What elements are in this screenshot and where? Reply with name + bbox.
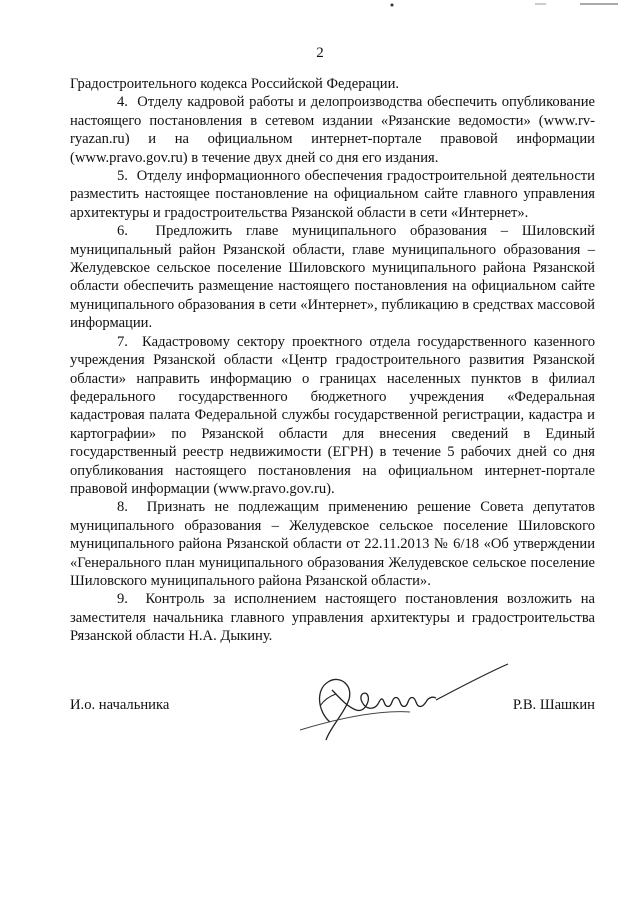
signature-block (70, 660, 595, 750)
scan-marks (0, 0, 640, 14)
paragraph-item-9: 9. Контроль за исполнением настоящего постановления возложить на заместителя начальника главного управления архитектуры и градостроительства Рязанской области Н.А. Дыкину. (70, 591, 595, 645)
signer-name: Р.В. Шашкин (512, 697, 595, 713)
page-number: 2 (316, 45, 324, 61)
paragraph-item-7: 7. Кадастровому сектору проектного отдела государственного казенного учреждения Рязанской области «Центр градостроительного развития Рязанской области» направить информацию о границах населенных пунктов в филиал федерального государственного бюджетного учреждения «Федеральная кадастровая палата Федеральной службы государственной регистрации, кадастра и картографии» по Рязанской области для внесения сведений в Единый государственный реестр недвижимости (ЕГРН) в течение 5 рабочих дней со дня опубликования настоящего постановления на официальном интернет-портале правовой информации (www.pravo.gov.ru). (70, 333, 595, 497)
paragraph-item-5: 5. Отделу информационного обеспечения градостроительной деятельности разместить настоящее постановление на официальном сайте главного управления архитектуры и градостроительства Рязанской области в сети «Интернет». (70, 168, 595, 221)
signer-title: И.о. начальника (70, 697, 170, 713)
paragraph-item-6: 6. Предложить главе муниципального образования – Шиловский муниципальный район Рязанской области, главе муниципального образования – Желудевское сельское поселение Шиловского муниципального района Рязанской области обеспечить размещение настоящего постановления на официальном сайте муниципального образования в сети «Интернет», публикацию в средствах массовой информации. (70, 223, 595, 332)
document-body (70, 75, 595, 646)
paragraph-item-8: 8. Признать не подлежащим применению решение Совета депутатов муниципального образования – Желудевское сельское поселение Шиловского муниципального района Рязанской области от 22.11.2013 № 6/18 «Об утверждении «Генерального план муниципального образования Желудевское сельское поселение Шиловского муниципального района Рязанской области». (70, 499, 595, 589)
handwritten-signature (260, 660, 510, 745)
paragraph-continuation: Градостроительного кодекса Российской Федерации. (70, 76, 400, 92)
paragraph-item-4: 4. Отделу кадровой работы и делопроизводства обеспечить опубликование настоящего постановления в сетевом издании «Рязанские ведомости» (www.rv-ryazan.ru) и на официальном интернет-портале правовой информации (www.pravo.gov.ru) в течение двух дней со дня его издания. (70, 94, 595, 166)
